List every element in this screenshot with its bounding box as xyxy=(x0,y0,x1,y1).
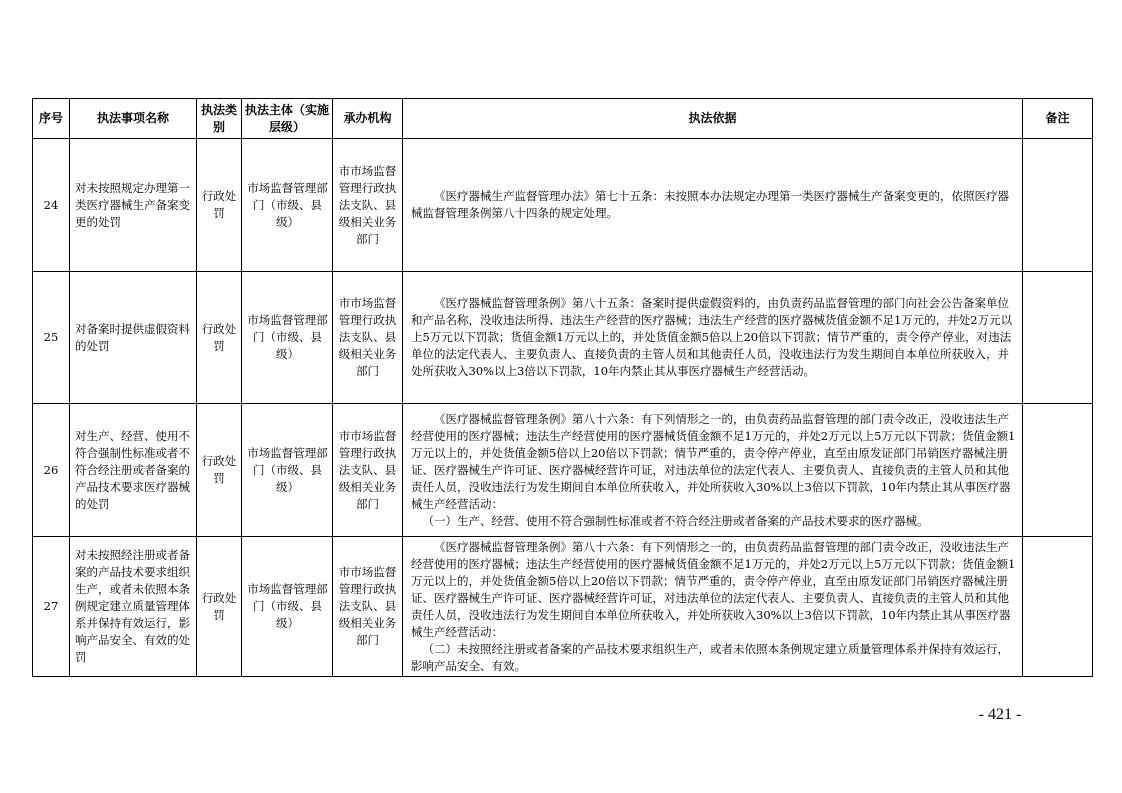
enforcement-category: 行政处罚 xyxy=(197,404,242,537)
remark xyxy=(1023,537,1093,677)
item-name: 对生产、经营、使用不符合强制性标准或者不符合经注册或者备案的产品技术要求医疗器械的处罚 xyxy=(70,404,197,537)
item-name: 对未按照经注册或者备案的产品技术要求组织生产，或者未依照本条例规定建立质量管理体系并保持有效运行，影响产品安全、有效的处罚 xyxy=(70,537,197,677)
enforcement-category: 行政处罚 xyxy=(197,272,242,404)
remark xyxy=(1023,272,1093,404)
row-number: 27 xyxy=(33,537,70,677)
remark xyxy=(1023,404,1093,537)
enforcement-items-table xyxy=(32,98,1093,677)
enforcement-subject: 市场监督管理部门（市级、县级） xyxy=(242,272,333,404)
table-row xyxy=(33,272,1093,404)
legal-basis-text: 《医疗器械监督管理条例》第八十六条：有下列情形之一的，由负责药品监督管理的部门责令改正，没收违法生产经营使用的医疗器械；违法生产经营使用的医疗器械货值金额不足1万元的，并处2万元以上5万元以下罚款；货值金额1万元以上的，并处货值金额5倍以上20倍以下罚款；情节严重的，责令停产停业，直至由原发证部门吊销医疗器械注册证、医疗器械生产许可证、医疗器械经营许可证，对违法单位的法定代表人、主要负责人、直接负责的主管人员和其他责任人员，没收违法行为发生期间自本单位所获收入，并处所获收入30%以上3倍以下罚款，10年内禁止其从事医疗器械生产经营活动： xyxy=(411,539,1016,639)
header-category: 执法类别 xyxy=(197,99,242,139)
legal-basis xyxy=(403,537,1023,677)
table-row xyxy=(33,537,1093,677)
header-name: 执法事项名称 xyxy=(70,99,197,139)
enforcement-subject: 市场监督管理部门（市级、县级） xyxy=(242,139,333,272)
legal-basis-text: 《医疗器械监督管理条例》第八十五条：备案时提供虚假资料的，由负责药品监督管理的部门向社会公告备案单位和产品名称，没收违法所得、违法生产经营的医疗器械；违法生产经营的医疗器械货值金额不足1万元的，并处2万元以上5万元以下罚款；货值金额1万元以上的，并处货值金额5倍以上20倍以下罚款；情节严重的，责令停产停业，对违法单位的法定代表人、主要负责人、直接负责的主管人员和其他责任人员，没收违法行为发生期间自本单位所获收入，并处所获收入30%以上3倍以下罚款，10年内禁止其从事医疗器械生产经营活动。 xyxy=(411,296,1013,378)
header-basis: 执法依据 xyxy=(403,99,1023,139)
header-remark: 备注 xyxy=(1023,99,1093,139)
row-number: 26 xyxy=(33,404,70,537)
remark xyxy=(1023,139,1093,272)
legal-basis xyxy=(403,139,1023,272)
row-number: 24 xyxy=(33,139,70,272)
item-name: 对未按照规定办理第一类医疗器械生产备案变更的处罚 xyxy=(70,139,197,272)
handling-organization: 市市场监督管理行政执法支队、县级相关业务部门 xyxy=(333,404,403,537)
legal-basis xyxy=(403,404,1023,537)
legal-basis xyxy=(403,272,1023,404)
page-number: - 421 - xyxy=(978,706,1022,723)
handling-organization: 市市场监督管理行政执法支队、县级相关业务部门 xyxy=(333,272,403,404)
header-subject: 执法主体（实施层级） xyxy=(242,99,333,139)
handling-organization: 市市场监督管理行政执法支队、县级相关业务部门 xyxy=(333,537,403,677)
legal-basis-text: 《医疗器械生产监督管理办法》第七十五条：未按照本办法规定办理第一类医疗器械生产备案变更的，依照医疗器械监督管理条例第八十四条的规定处理。 xyxy=(411,189,1009,220)
handling-organization: 市市场监督管理行政执法支队、县级相关业务部门 xyxy=(333,139,403,272)
enforcement-category: 行政处罚 xyxy=(197,139,242,272)
table-row xyxy=(33,404,1093,537)
legal-basis-text: 《医疗器械监督管理条例》第八十六条：有下列情形之一的，由负责药品监督管理的部门责令改正，没收违法生产经营使用的医疗器械；违法生产经营使用的医疗器械货值金额不足1万元的，并处2万元以上5万元以下罚款；货值金额1万元以上的，并处货值金额5倍以上20倍以下罚款；情节严重的，责令停产停业，直至由原发证部门吊销医疗器械注册证、医疗器械生产许可证、医疗器械经营许可证，对违法单位的法定代表人、主要负责人、直接负责的主管人员和其他责任人员，没收违法行为发生期间自本单位所获收入，并处所获收入30%以上3倍以下罚款，10年内禁止其从事医疗器械生产经营活动： xyxy=(411,411,1016,511)
item-name: 对备案时提供虚假资料的处罚 xyxy=(70,272,197,404)
row-number: 25 xyxy=(33,272,70,404)
header-no: 序号 xyxy=(33,99,70,139)
table-row xyxy=(33,139,1093,272)
enforcement-category: 行政处罚 xyxy=(197,537,242,677)
enforcement-subject: 市场监督管理部门（市级、县级） xyxy=(242,537,333,677)
table-header-row xyxy=(33,99,1093,139)
legal-basis-item: （二）未按照经注册或者备案的产品技术要求组织生产，或者未依照本条例规定建立质量管理体系并保持有效运行，影响产品安全、有效。 xyxy=(411,641,1009,673)
enforcement-subject: 市场监督管理部门（市级、县级） xyxy=(242,404,333,537)
header-org: 承办机构 xyxy=(333,99,403,139)
legal-basis-item: （一）生产、经营、使用不符合强制性标准或者不符合经注册或者备案的产品技术要求的医疗器械。 xyxy=(422,513,929,528)
